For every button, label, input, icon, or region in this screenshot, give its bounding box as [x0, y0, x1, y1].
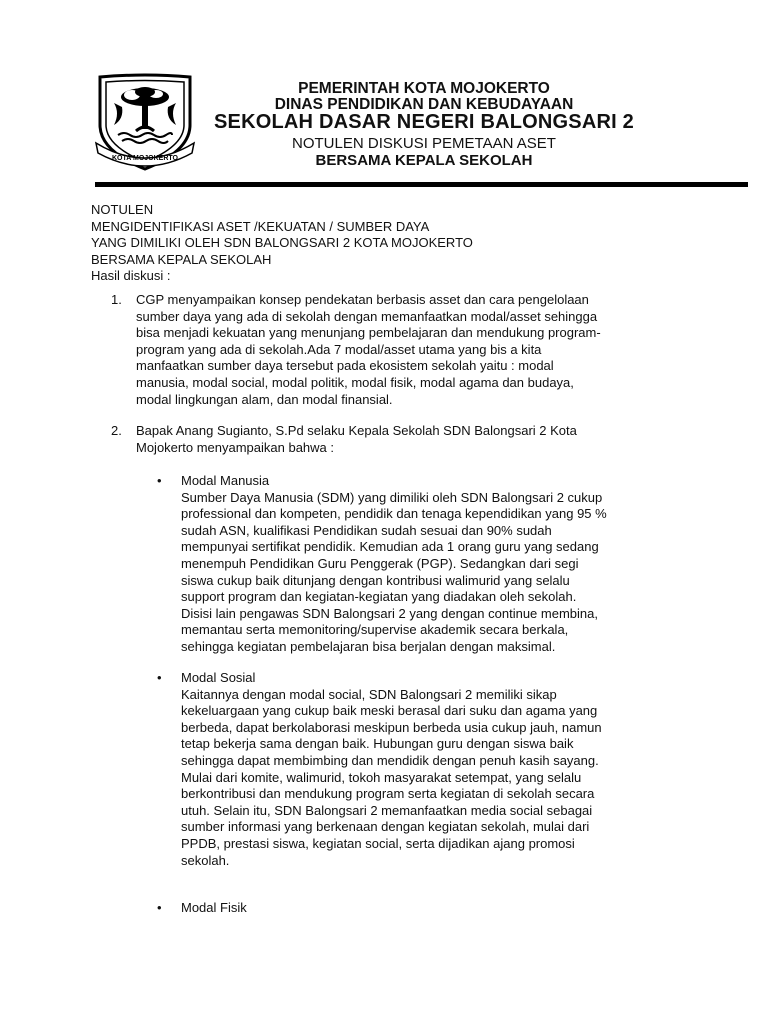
paragraph-line: sumber informasi yang berkenaan dengan kegiatan sekolah, mulai dari — [181, 819, 590, 835]
bullet-title: Modal Sosial — [181, 670, 256, 685]
bullet-content — [181, 900, 247, 917]
paragraph-line: manusia, modal social, modal politik, modal fisik, modal agama dan budaya, — [136, 374, 574, 390]
item-paragraph — [136, 292, 601, 408]
paragraph-line: sumber daya yang ada di sekolah dengan memanfaatkan modal/asset sehingga — [136, 308, 598, 324]
bullet-content — [181, 473, 607, 656]
intro-line: Hasil diskusi : — [91, 268, 171, 283]
bullet-content — [181, 670, 602, 869]
intro-line: YANG DIMILIKI OLEH SDN BALONGSARI 2 KOTA MOJOKERTO — [91, 235, 473, 250]
seal-ribbon-text: KOTA MOJOKERTO — [112, 155, 178, 162]
paragraph-line: manfaatkan sumber daya tersebut pada ekosistem sekolah yaitu : modal — [136, 358, 554, 374]
bullet-dot: • — [157, 900, 162, 915]
letterhead-school-name: SEKOLAH DASAR NEGERI BALONGSARI 2 — [214, 111, 634, 133]
paragraph-line: Sumber Daya Manusia (SDM) yang dimiliki oleh SDN Balongsari 2 cukup — [181, 489, 603, 505]
paragraph-line: mempunyai sertifikat pendidik. Kemudian ada 1 orang guru yang sedang — [181, 539, 599, 555]
letterhead-subtitle: NOTULEN DISKUSI PEMETAAN ASET — [292, 135, 556, 152]
paragraph-line: Disisi lain pengawas SDN Balongsari 2 yang dengan continue membina, — [181, 605, 598, 621]
paragraph-line: sehingga dapat membimbing dan mendidik dengan penuh kasih sayang. — [181, 752, 599, 768]
item-number: 1. — [111, 292, 122, 307]
bullet-title: Modal Manusia — [181, 473, 270, 488]
letterhead-divider — [95, 182, 748, 187]
paragraph-line: Bapak Anang Sugianto, S.Pd selaku Kepala Sekolah SDN Balongsari 2 Kota — [136, 423, 577, 438]
letterhead-subtitle-2: BERSAMA KEPALA SEKOLAH — [315, 152, 533, 169]
item-paragraph — [136, 423, 577, 456]
paragraph-line: memantau serta memonitoring/supervise akademik secara berkala, — [181, 622, 569, 638]
paragraph-line: CGP menyampaikan konsep pendekatan berbasis asset dan cara pengelolaan — [136, 292, 589, 307]
paragraph-line: utuh. Selain itu, SDN Balongsari 2 memanfaatkan media social sebagai — [181, 802, 593, 818]
bullet-title: Modal Fisik — [181, 900, 247, 915]
paragraph-line: sekolah. — [181, 852, 230, 868]
paragraph-line: Mulai dari komite, walimurid, tokoh masyarakat setempat, yang selalu — [181, 769, 582, 785]
paragraph-line: berbeda, dapat berkolaborasi meskipun berbeda usia cukup jauh, namun — [181, 719, 602, 735]
intro-line: NOTULEN — [91, 202, 154, 217]
intro-line: MENGIDENTIFIKASI ASET /KEKUATAN / SUMBER DAYA — [91, 218, 430, 234]
paragraph-line: berkontribusi dan mendukung program serta kegiatan di sekolah secara — [181, 786, 595, 802]
paragraph-line: sudah ASN, kualifikasi Pendidikan sudah sesuai dan 90% sudah — [181, 522, 552, 538]
paragraph-line: Kaitannya dengan modal social, SDN Balongsari 2 memiliki sikap — [181, 686, 557, 702]
paragraph-line: kekeluargaan yang cukup baik meski berasal dari suku dan agama yang — [181, 703, 598, 719]
bullet-dot: • — [157, 473, 162, 488]
paragraph-line: PPDB, prestasi siswa, kegiatan social, serta dijadikan ajang promosi — [181, 835, 575, 851]
item-number: 2. — [111, 423, 122, 438]
paragraph-line: support program dan kegiatan-kegiatan yang diadakan oleh sekolah. — [181, 589, 577, 605]
paragraph-line: modal lingkungan alam, dan modal finansial. — [136, 391, 393, 407]
paragraph-line: tetap bekerja sama dengan baik. Hubungan guru dengan siswa baik — [181, 736, 574, 752]
paragraph-line: professional dan kompeten, pendidik dan tenaga kependidikan yang 95 % — [181, 506, 607, 522]
letterhead-government: PEMERINTAH KOTA MOJOKERTO — [298, 80, 550, 97]
paragraph-line: Mojokerto menyampaikan bahwa : — [136, 439, 334, 455]
paragraph-line: sehingga kegiatan pembelajaran bisa berjalan dengan maksimal. — [181, 638, 556, 654]
bullet-dot: • — [157, 670, 162, 685]
letterhead-department: DINAS PENDIDIKAN DAN KEBUDAYAAN — [274, 96, 574, 113]
paragraph-line: menempuh Pendidikan Guru Penggerak (PGP). Sedangkan dari segi — [181, 555, 579, 571]
intro-block — [91, 202, 473, 285]
intro-line: BERSAMA KEPALA SEKOLAH — [91, 251, 272, 267]
paragraph-line: bisa menjadi kekuatan yang menunjang pembelajaran dan mendukung program- — [136, 325, 601, 341]
paragraph-line: program yang ada di sekolah.Ada 7 modal/asset utama yang bis a kita — [136, 341, 542, 357]
paragraph-line: siswa cukup baik ditunjang dengan kontribusi walimurid yang selalu — [181, 572, 570, 588]
